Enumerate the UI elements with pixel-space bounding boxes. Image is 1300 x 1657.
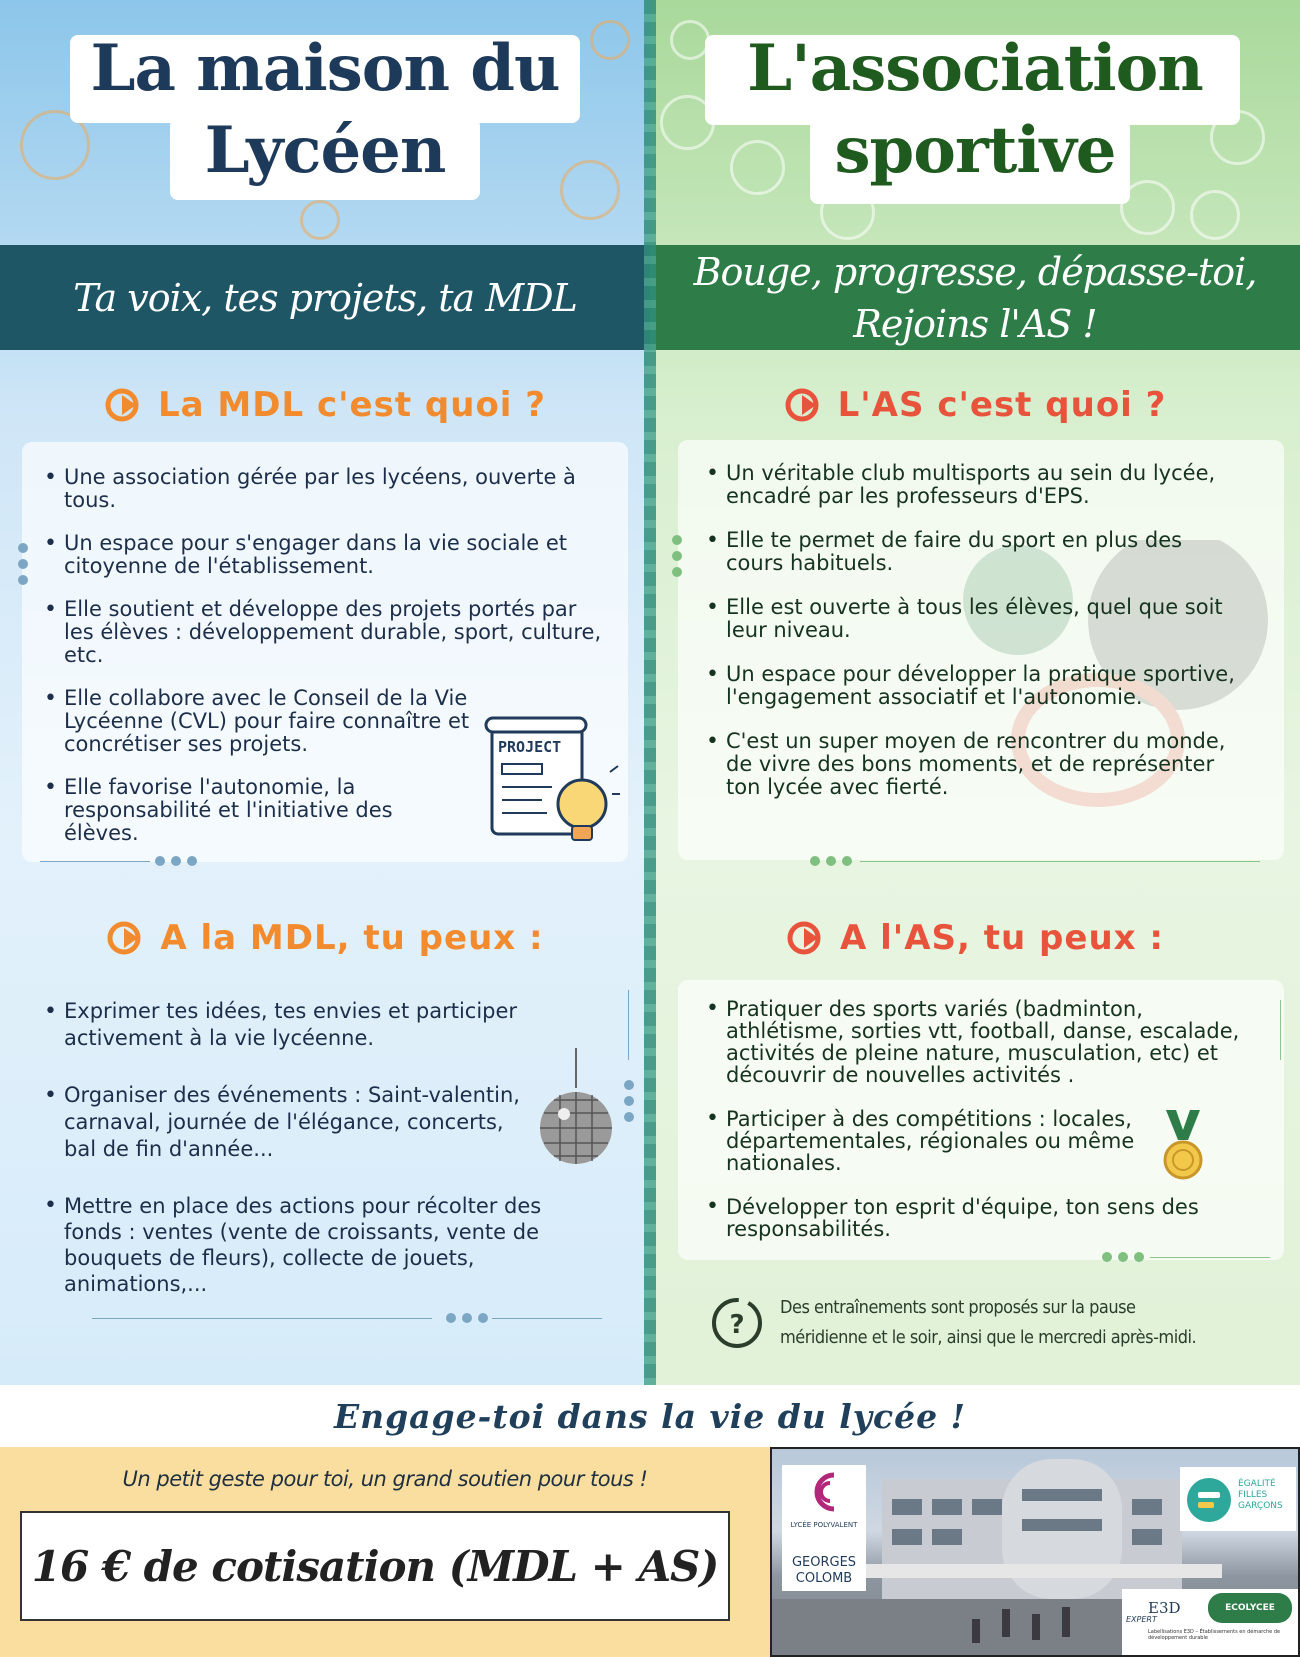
membership-panel — [0, 1447, 770, 1657]
fee-box — [20, 1511, 730, 1621]
as-column — [650, 0, 1300, 1385]
gesture-text: Un petit geste pour toi, un grand soutien pour tous ! — [122, 1467, 648, 1491]
list-item: • Participer à des compétitions : locales, départementales, régionales ou même nationales. — [704, 1108, 1144, 1174]
decor-line — [628, 990, 629, 1060]
list-item: • Un véritable club multisports au sein du lycée, encadré par les professeurs d'EPS. — [704, 462, 1264, 508]
as-section2-card — [678, 980, 1284, 1260]
as-section2-heading — [650, 918, 1300, 958]
fee-text: 16 € de cotisation (MDL + AS) — [31, 1541, 719, 1591]
as-training-note-line2: méridienne et le soir, ainsi que le mercredi après-midi. — [780, 1327, 1197, 1348]
list-item: • Mettre en place des actions pour récolter des fonds : ventes (vente de croissants, vente de bouquets de fleurs), collecte de jouets, animations,... — [42, 1193, 582, 1297]
as-section1-card — [678, 440, 1284, 860]
list-item: • Exprimer tes idées, tes envies et participer activement à la vie lycéenne. — [42, 998, 582, 1052]
school-logo — [782, 1465, 866, 1591]
mdl-slogan: Ta voix, tes projets, ta MDL — [73, 275, 577, 320]
decor-dots — [672, 535, 682, 577]
decor-dots — [624, 1080, 634, 1122]
arrow-circle-icon — [106, 918, 146, 958]
school-logo-icon — [804, 1469, 844, 1515]
question-clock-icon — [710, 1296, 764, 1350]
school-logo-small: LYCÉE POLYVALENT — [790, 1521, 858, 1529]
mdl-title — [60, 28, 590, 192]
e3d-desc-text: Labellisations E3D – Établissements en démarche de développement durable — [1148, 1629, 1281, 1641]
mdl-section2-heading — [0, 918, 650, 958]
list-item: • Elle est ouverte à tous les élèves, quel que soit leur niveau. — [704, 596, 1244, 642]
list-item: • Elle te permet de faire du sport en plus des cours habituels. — [704, 529, 1224, 575]
list-item: • C'est un super moyen de rencontrer du monde, de vivre des bons moments, et de représenter ton lycée avec fierté. — [704, 730, 1244, 799]
decor-dots — [18, 543, 28, 585]
decor-dots — [1102, 1252, 1144, 1262]
as-section1-list — [704, 462, 1264, 799]
as-slogan-line2: Rejoins l'AS ! — [853, 301, 1097, 346]
as-title-line2: sportive — [834, 113, 1116, 188]
decor-line — [92, 1318, 432, 1319]
disco-ball-icon — [536, 1048, 616, 1168]
as-section1-title: L'AS c'est quoi ? — [837, 385, 1167, 425]
equality-logo — [1180, 1467, 1296, 1531]
as-training-note-line1: Des entraînements sont proposés sur la pause — [780, 1297, 1136, 1318]
as-slogan — [694, 246, 1257, 350]
decor-dots — [810, 856, 852, 866]
list-item: • Elle favorise l'autonomie, la responsabilité et l'initiative des élèves. — [42, 776, 472, 845]
arrow-circle-icon — [784, 385, 824, 425]
arrow-circle-icon — [104, 385, 144, 425]
decor-line — [492, 1318, 602, 1319]
decor-dots — [155, 856, 197, 866]
decor-dots — [446, 1313, 488, 1323]
list-item: • Organiser des événements : Saint-valentin, carnaval, journée de l'élégance, concerts, bal de fin d'année... — [42, 1082, 542, 1163]
list-item: • Développer ton esprit d'équipe, ton sens des responsabilités. — [704, 1196, 1224, 1240]
decor-line — [40, 861, 150, 862]
mdl-section1-heading — [0, 385, 650, 425]
school-logo-name2: COLOMB — [795, 1571, 853, 1586]
mdl-section2-list — [42, 998, 582, 1297]
mdl-section2-title: A la MDL, tu peux : — [160, 918, 544, 958]
equality-text-3: GARÇONS — [1238, 1501, 1283, 1511]
column-divider — [644, 0, 656, 1385]
school-logo-name1: GEORGES — [791, 1555, 857, 1570]
project-lightbulb-icon — [482, 712, 622, 862]
mdl-slogan-band — [0, 245, 650, 350]
as-slogan-line1: Bouge, progresse, dépasse-toi, — [693, 249, 1257, 294]
list-item: • Un espace pour développer la pratique sportive, l'engagement associatif et l'autonomie. — [704, 663, 1264, 709]
mdl-section1-card — [22, 442, 628, 862]
mdl-title-line1: La maison du — [90, 31, 560, 106]
as-training-note — [780, 1293, 1300, 1353]
decor-line — [860, 861, 1260, 862]
arrow-circle-icon — [786, 918, 826, 958]
equality-logo-icon — [1186, 1477, 1232, 1523]
decor-line — [1150, 1257, 1270, 1258]
list-item: • Elle soutient et développe des projets portés par les élèves : développement durable, sport, culture, etc. — [42, 598, 602, 667]
list-item: • Un espace pour s'engager dans la vie sociale et citoyenne de l'établissement. — [42, 532, 582, 578]
decor-line — [1280, 1000, 1281, 1060]
as-title — [710, 28, 1240, 192]
mdl-column — [0, 0, 650, 1385]
project-label: PROJECT — [498, 738, 562, 756]
engage-banner — [0, 1385, 1300, 1447]
as-slogan-band — [650, 245, 1300, 350]
equality-text-2: FILLES — [1238, 1490, 1268, 1500]
list-item: • Pratiquer des sports variés (badminton, athlétisme, sorties vtt, football, danse, escalade, activités de pleine nature, musculation, etc) et découvrir de nouvelles activités . — [704, 998, 1264, 1086]
list-item: • Elle collabore avec le Conseil de la Vie Lycéenne (CVL) pour faire connaître et concrétiser ses projets. — [42, 687, 482, 756]
equality-logo-text — [1238, 1479, 1283, 1512]
list-item: • Une association gérée par les lycéens, ouverte à tous. — [42, 466, 582, 512]
school-photo — [770, 1447, 1300, 1657]
equality-text-1: ÉGALITÉ — [1238, 1479, 1276, 1489]
e3d-logo-text: E3D — [1148, 1599, 1181, 1617]
svg-text:?: ? — [729, 1310, 745, 1340]
e3d-logo — [1122, 1589, 1298, 1655]
ecolycee-badge: ECOLYCEE — [1208, 1593, 1292, 1623]
mdl-title-line2: Lycéen — [204, 113, 446, 188]
as-section1-heading — [650, 385, 1300, 425]
as-title-line1: L'association — [747, 31, 1203, 106]
medal-icon — [1158, 1110, 1208, 1190]
as-section2-title: A l'AS, tu peux : — [839, 918, 1165, 958]
mdl-section1-title: La MDL c'est quoi ? — [157, 385, 547, 425]
engage-banner-text: Engage-toi dans la vie du lycée ! — [333, 1396, 967, 1436]
e3d-expert-text: EXPERT — [1126, 1615, 1157, 1624]
